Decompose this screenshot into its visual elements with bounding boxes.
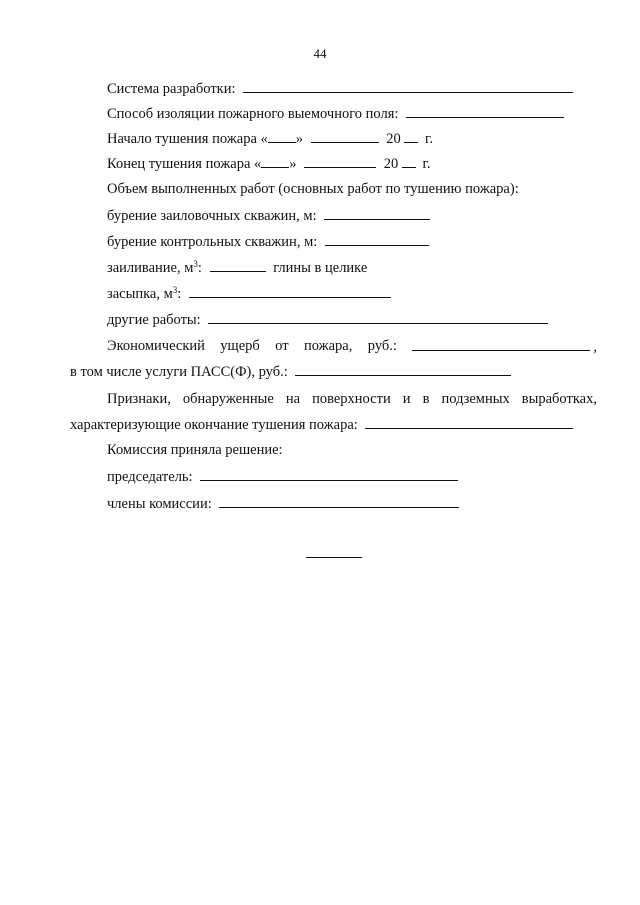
fire-start-open-quote: « <box>260 131 268 147</box>
fire-end-year-prefix: 20 <box>383 156 399 172</box>
signs-line2-row <box>70 415 573 433</box>
silting-label: заиливание, м <box>107 260 194 276</box>
chairman-blank[interactable] <box>200 467 458 481</box>
end-of-section-rule <box>306 557 362 558</box>
damage-word: пожара, <box>303 338 353 354</box>
other-works-row <box>107 310 548 328</box>
damage-word: от <box>275 338 289 354</box>
signs-word: поверхности <box>312 391 391 407</box>
fire-end-close-quote: » <box>289 156 297 172</box>
dev-system-row <box>107 79 573 97</box>
fire-start-day-blank[interactable] <box>268 129 296 143</box>
signs-line2-label: характеризующие окончание тушения пожара: <box>70 417 358 433</box>
damage-blank[interactable] <box>412 337 590 351</box>
damage-word: руб.: <box>367 338 397 354</box>
pass-services-blank[interactable] <box>295 362 511 376</box>
drilling-silt-label: бурение заиловочных скважин, м: <box>107 208 317 224</box>
drilling-control-row <box>107 232 429 250</box>
silting-blank[interactable] <box>210 258 266 272</box>
signs-word: обнаруженные <box>182 391 274 407</box>
signs-word: и <box>402 391 411 407</box>
backfill-row <box>107 284 391 302</box>
signs-blank[interactable] <box>365 415 573 429</box>
fire-start-month-blank[interactable] <box>311 129 379 143</box>
damage-trailing-comma: , <box>593 339 597 355</box>
silting-suffix: глины в целике <box>273 260 368 276</box>
signs-word: в <box>422 391 430 407</box>
fire-end-month-blank[interactable] <box>304 154 376 168</box>
isolation-method-row <box>107 104 564 122</box>
work-volume-heading <box>107 180 519 198</box>
pass-services-row <box>70 362 511 380</box>
fire-start-label: Начало тушения пожара <box>107 131 257 147</box>
signs-word: подземных <box>441 391 510 407</box>
drilling-control-label: бурение контрольных скважин, м: <box>107 234 318 250</box>
chairman-label: председатель: <box>107 469 193 485</box>
fire-end-row <box>107 154 430 172</box>
fire-start-year-blank[interactable] <box>404 129 418 143</box>
signs-row <box>107 390 597 408</box>
drilling-silt-blank[interactable] <box>324 206 430 220</box>
other-works-label: другие работы: <box>107 312 201 328</box>
silting-colon: : <box>197 260 202 276</box>
isolation-method-label: Способ изоляции пожарного выемочного поля: <box>107 106 399 122</box>
fire-end-year-suffix: г. <box>422 156 431 172</box>
signs-word: выработках, <box>521 391 597 407</box>
fire-start-year-prefix: 20 <box>386 131 401 147</box>
other-works-blank[interactable] <box>208 310 548 324</box>
signs-word: Признаки, <box>107 391 171 407</box>
page-number: 44 <box>313 46 327 61</box>
fire-start-year-suffix: г. <box>425 131 433 147</box>
fire-end-label: Конец тушения пожара <box>107 156 251 172</box>
damage-row <box>107 337 597 355</box>
fire-end-day-blank[interactable] <box>261 154 289 168</box>
dev-system-label: Система разработки: <box>107 81 236 97</box>
isolation-method-blank[interactable] <box>406 104 564 118</box>
members-label: члены комиссии: <box>107 496 212 512</box>
damage-blank-group <box>412 337 597 355</box>
drilling-silt-row <box>107 206 430 224</box>
backfill-unit-exponent: 3 <box>172 285 178 295</box>
backfill-label: засыпка, м <box>107 286 173 302</box>
work-volume-label: Объем выполненных работ (основных работ по тушению пожара): <box>107 181 519 197</box>
fire-end-year-blank[interactable] <box>402 154 416 168</box>
commission-heading <box>107 441 283 459</box>
drilling-control-blank[interactable] <box>325 232 429 246</box>
members-blank[interactable] <box>219 494 459 508</box>
backfill-blank[interactable] <box>189 284 391 298</box>
silting-row <box>107 258 367 276</box>
pass-services-label: в том числе услуги ПАСС(Ф), руб.: <box>70 364 288 380</box>
commission-label: Комиссия приняла решение: <box>107 442 283 458</box>
signs-word: на <box>285 391 301 407</box>
fire-start-close-quote: » <box>295 131 304 147</box>
chairman-row <box>107 467 458 485</box>
damage-word: ущерб <box>220 338 260 354</box>
fire-end-open-quote: « <box>254 156 262 172</box>
backfill-colon: : <box>177 286 182 302</box>
silting-unit-exponent: 3 <box>193 259 198 269</box>
damage-word: Экономический <box>107 338 205 354</box>
fire-start-row <box>107 129 433 147</box>
dev-system-blank[interactable] <box>243 79 573 93</box>
members-row <box>107 494 459 512</box>
